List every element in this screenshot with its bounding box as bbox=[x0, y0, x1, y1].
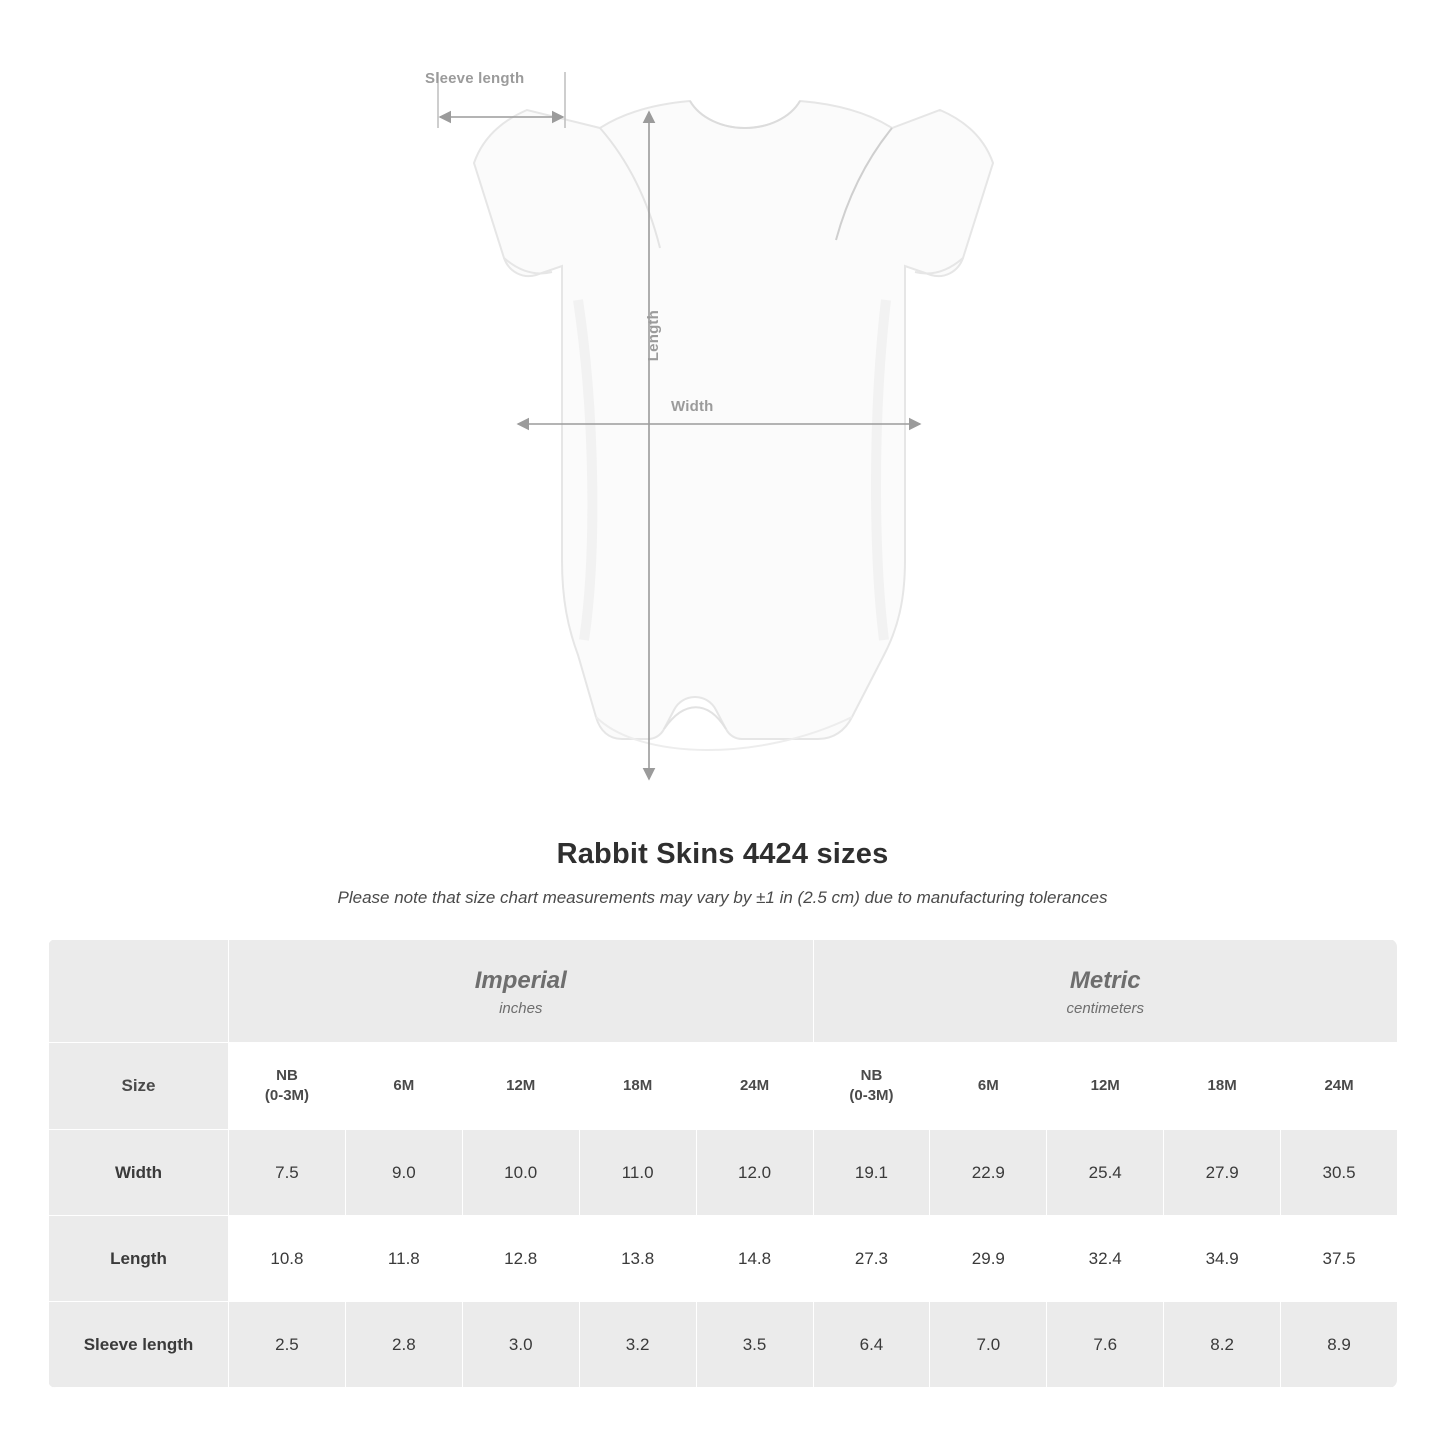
cell-length-nb-cm: 27.3 bbox=[813, 1216, 930, 1302]
row-label-sleeve-length: Sleeve length bbox=[49, 1302, 229, 1388]
unit-group-metric-sub: centimeters bbox=[1066, 999, 1145, 1017]
unit-group-metric bbox=[813, 940, 1397, 1043]
row-label-length: Length bbox=[49, 1216, 229, 1302]
column-header-line2: (0-3M) bbox=[264, 1087, 310, 1104]
column-header-line1: NB bbox=[860, 1066, 883, 1084]
cell-sleeve-6m-cm: 7.0 bbox=[930, 1302, 1047, 1388]
cell-length-6m-cm: 29.9 bbox=[930, 1216, 1047, 1302]
cell-length-18m-in: 13.8 bbox=[579, 1216, 696, 1302]
cell-sleeve-24m-in: 3.5 bbox=[696, 1302, 813, 1388]
column-header-line2: (0-3M) bbox=[849, 1087, 894, 1104]
cell-sleeve-18m-cm: 8.2 bbox=[1164, 1302, 1281, 1388]
row-label-width: Width bbox=[49, 1130, 229, 1216]
bodysuit-shape bbox=[474, 101, 993, 750]
cell-length-12m-cm: 32.4 bbox=[1047, 1216, 1164, 1302]
sleeve-length-label: Sleeve length bbox=[425, 70, 525, 87]
cell-width-24m-in: 12.0 bbox=[696, 1130, 813, 1216]
cell-sleeve-nb-in: 2.5 bbox=[229, 1302, 346, 1388]
column-header-6m-metric: 6M bbox=[930, 1043, 1047, 1130]
cell-sleeve-12m-in: 3.0 bbox=[462, 1302, 579, 1388]
unit-group-metric-name: Metric bbox=[1069, 966, 1141, 994]
cell-length-24m-in: 14.8 bbox=[696, 1216, 813, 1302]
table-corner-cell bbox=[49, 940, 229, 1043]
cell-width-nb-cm: 19.1 bbox=[813, 1130, 930, 1216]
cell-length-6m-in: 11.8 bbox=[345, 1216, 462, 1302]
cell-sleeve-12m-cm: 7.6 bbox=[1047, 1302, 1164, 1388]
column-header-nb-metric bbox=[813, 1043, 930, 1130]
cell-width-18m-cm: 27.9 bbox=[1164, 1130, 1281, 1216]
page-title: Rabbit Skins 4424 sizes bbox=[556, 838, 889, 870]
cell-length-18m-cm: 34.9 bbox=[1164, 1216, 1281, 1302]
tolerance-note: Please note that size chart measurements may vary by ±1 in (2.5 cm) due to manufacturing tolerances bbox=[337, 888, 1108, 907]
unit-group-imperial-sub: inches bbox=[499, 999, 543, 1017]
cell-sleeve-24m-cm: 8.9 bbox=[1281, 1302, 1397, 1388]
cell-width-12m-in: 10.0 bbox=[462, 1130, 579, 1216]
column-header-line1: NB bbox=[276, 1066, 298, 1084]
unit-group-imperial bbox=[229, 940, 814, 1043]
cell-width-12m-cm: 25.4 bbox=[1047, 1130, 1164, 1216]
cell-sleeve-6m-in: 2.8 bbox=[345, 1302, 462, 1388]
unit-header-row bbox=[49, 940, 1398, 1043]
length-label: Length bbox=[645, 310, 662, 362]
column-header-24m-imperial: 24M bbox=[696, 1043, 813, 1130]
cell-width-24m-cm: 30.5 bbox=[1281, 1130, 1397, 1216]
cell-width-18m-in: 11.0 bbox=[579, 1130, 696, 1216]
title-block bbox=[0, 838, 1445, 908]
column-header-12m-metric: 12M bbox=[1047, 1043, 1164, 1130]
column-header-18m-imperial: 18M bbox=[579, 1043, 696, 1130]
cell-sleeve-nb-cm: 6.4 bbox=[813, 1302, 930, 1388]
row-header-label: Size bbox=[49, 1043, 229, 1130]
cell-width-nb-in: 7.5 bbox=[229, 1130, 346, 1216]
column-header-18m-metric: 18M bbox=[1164, 1043, 1281, 1130]
cell-sleeve-18m-in: 3.2 bbox=[579, 1302, 696, 1388]
column-header-6m-imperial: 6M bbox=[345, 1043, 462, 1130]
column-header-12m-imperial: 12M bbox=[462, 1043, 579, 1130]
width-label: Width bbox=[671, 398, 714, 415]
cell-length-nb-in: 10.8 bbox=[229, 1216, 346, 1302]
column-header-nb-imperial bbox=[229, 1043, 346, 1130]
size-chart-table-wrapper bbox=[48, 939, 1397, 1388]
table-row bbox=[49, 1216, 1398, 1302]
table-row bbox=[49, 1130, 1398, 1216]
table-row bbox=[49, 1302, 1398, 1388]
cell-width-6m-cm: 22.9 bbox=[930, 1130, 1047, 1216]
size-chart-table bbox=[48, 939, 1397, 1388]
unit-group-imperial-name: Imperial bbox=[474, 966, 567, 994]
cell-width-6m-in: 9.0 bbox=[345, 1130, 462, 1216]
cell-length-24m-cm: 37.5 bbox=[1281, 1216, 1397, 1302]
cell-length-12m-in: 12.8 bbox=[462, 1216, 579, 1302]
column-header-row bbox=[49, 1043, 1398, 1130]
column-header-24m-metric: 24M bbox=[1281, 1043, 1397, 1130]
